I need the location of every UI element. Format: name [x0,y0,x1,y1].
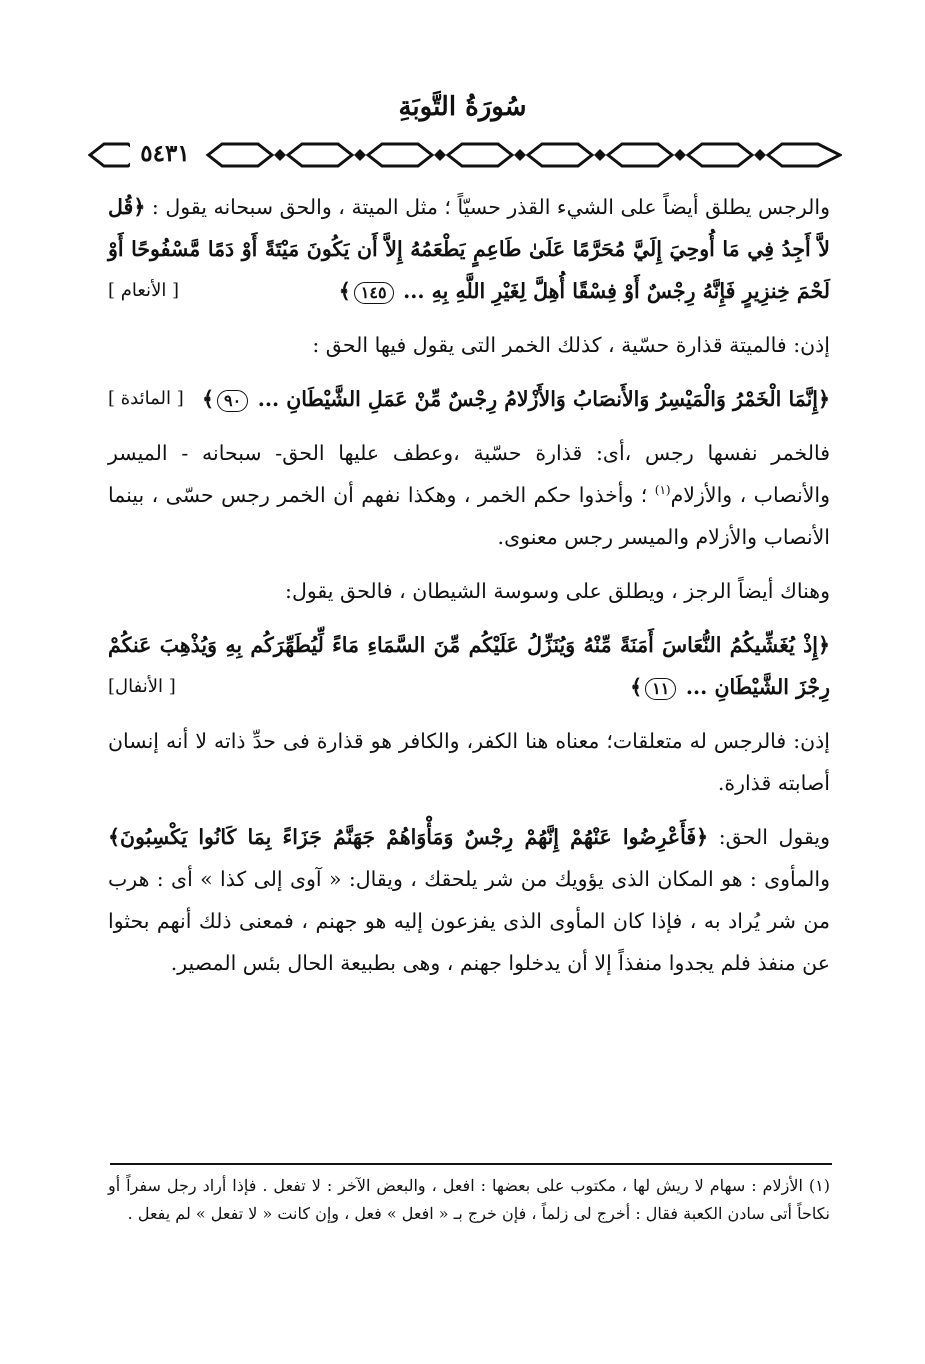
surah-reference: [ الأنفال] [108,676,176,697]
verse-open-ornament: ﴿ [133,195,146,219]
quran-verse: إِنَّمَا الْخَمْرُ وَالْمَيْسِرُ وَالأَنصَابُ وَالأَزْلامُ رِجْسٌ مِّنْ عَمَلِ الشَّيْطَانِ ... [257,387,818,411]
paragraph [108,432,830,558]
surah-reference: [ الأنعام ] [108,280,180,301]
paragraph-text: ويقول الحق: [718,825,830,849]
surah-header-title: سُورَةُ التَّوبَةِ [398,92,527,122]
paragraph [108,624,830,708]
verse-open-ornament: ﴿ [696,825,709,849]
paragraph [108,570,830,612]
verse-close-ornament: ﴾ [338,279,351,303]
verse-close-ornament: ﴾ [201,387,214,411]
verse-number-badge: ٩٠ [217,390,248,412]
verse-open-ornament: ﴿ [817,633,830,657]
footnote [108,1172,830,1228]
verse-open-ornament: ﴿ [817,387,830,411]
page-number: ٥٤٣١ [130,139,200,169]
paragraph-text: والرجس يطلق أيضاً على الشيء القذر حسيّاً ؛ مثل الميتة ، والحق سبحانه يقول : [151,195,830,219]
quran-verse: إِذْ يُغَشِّيكُمُ النُّعَاسَ أَمَنَةً مِّنْهُ وَيُنَزِّلُ عَلَيْكُم مِّنَ السَّمَاءِ مَاءً لِّيُطَهِّرَكُم بِهِ وَيُذْهِبَ عَنكُمْ رِجْزَ الشَّيْطَانِ ... [108,633,830,699]
paragraph [108,324,830,366]
paragraph [108,720,830,804]
page-body [108,186,830,996]
verse-close-ornament: ﴾ [108,825,121,849]
paragraph-text: وهناك أيضاً الرجز ، ويطلق على وسوسة الشيطان ، فالحق يقول: [285,579,830,603]
paragraph-text: فالخمر نفسها رجس ،أى: قذارة حسّية ،وعطف عليها الحق- سبحانه - الميسر والأنصاب ، والأزلام [108,441,830,507]
header-ornament-border [88,138,842,172]
footnote-text: (١) الأزلام : سهام لا ريش لها ، مكتوب على بعضها : افعل ، والبعض الآخر : لا تفعل . فإذا أراد رجل سفراً أو نكاحاً أتى سادن الكعبة فقال : أخرج لى زلماً ، فإن خرج بـ « افعل » فعل ، وإن كانت « لا تفعل » لم يفعل . [108,1176,830,1223]
footnote-marker[interactable]: (١) [654,483,671,498]
verse-number-badge: ١١ [645,678,676,700]
paragraph-text: إذن: فالرجس له متعلقات؛ معناه هنا الكفر، والكافر هو قذارة فى حدِّ ذاته لا أنه إنسان أصابته قذارة. [108,729,830,795]
paragraph-text: ؛ وأخذوا حكم الخمر ، وهكذا نفهم أن الخمر رجس حسّى ، بينما الأنصاب والأزلام والميسر رجس معنوى. [108,483,830,549]
paragraph [108,186,830,312]
quran-verse: فَأَعْرِضُوا عَنْهُمْ إِنَّهُمْ رِجْسٌ وَمَأْوَاهُمْ جَهَنَّمُ جَزَاءً بِمَا كَانُوا يَكْسِبُونَ [120,825,697,849]
verse-number-badge: ١٤٥ [354,282,394,304]
paragraph [108,816,830,984]
verse-close-ornament: ﴾ [630,675,643,699]
footnote-divider [110,1163,832,1165]
surah-reference: [ المائدة ] [108,388,184,409]
paragraph-text: والمأوى : هو المكان الذى يؤويك من شر يلحقك ، ويقال: « آوى إلى كذا » أى : هرب من شر يُراد به ، فإذا كان المأوى الذى يفزعون إليه هو جهنم ، فمعنى ذلك أنهم بحثوا عن منفذ فلم يجدوا منفذاً إلا أن يدخلوا جهنم ، وهى بطبيعة الحال بئس المصير. [108,867,830,975]
paragraph [108,378,830,420]
quran-verse: قُل لاَّ أَجِدُ فِي مَا أُوحِيَ إِلَيَّ مُحَرَّمًا عَلَىٰ طَاعِمٍ يَطْعَمُهُ إِلاَّ أَن يَكُونَ مَيْتَةً أَوْ دَمًا مَّسْفُوحًا أَوْ لَحْمَ خِنزِيرٍ فَإِنَّهُ رِجْسٌ أَوْ فِسْقًا أُهِلَّ لِغَيْرِ اللَّهِ بِهِ ... [108,195,830,303]
paragraph-text: إذن: فالميتة قذارة حسّية ، كذلك الخمر التى يقول فيها الحق : [312,333,830,357]
